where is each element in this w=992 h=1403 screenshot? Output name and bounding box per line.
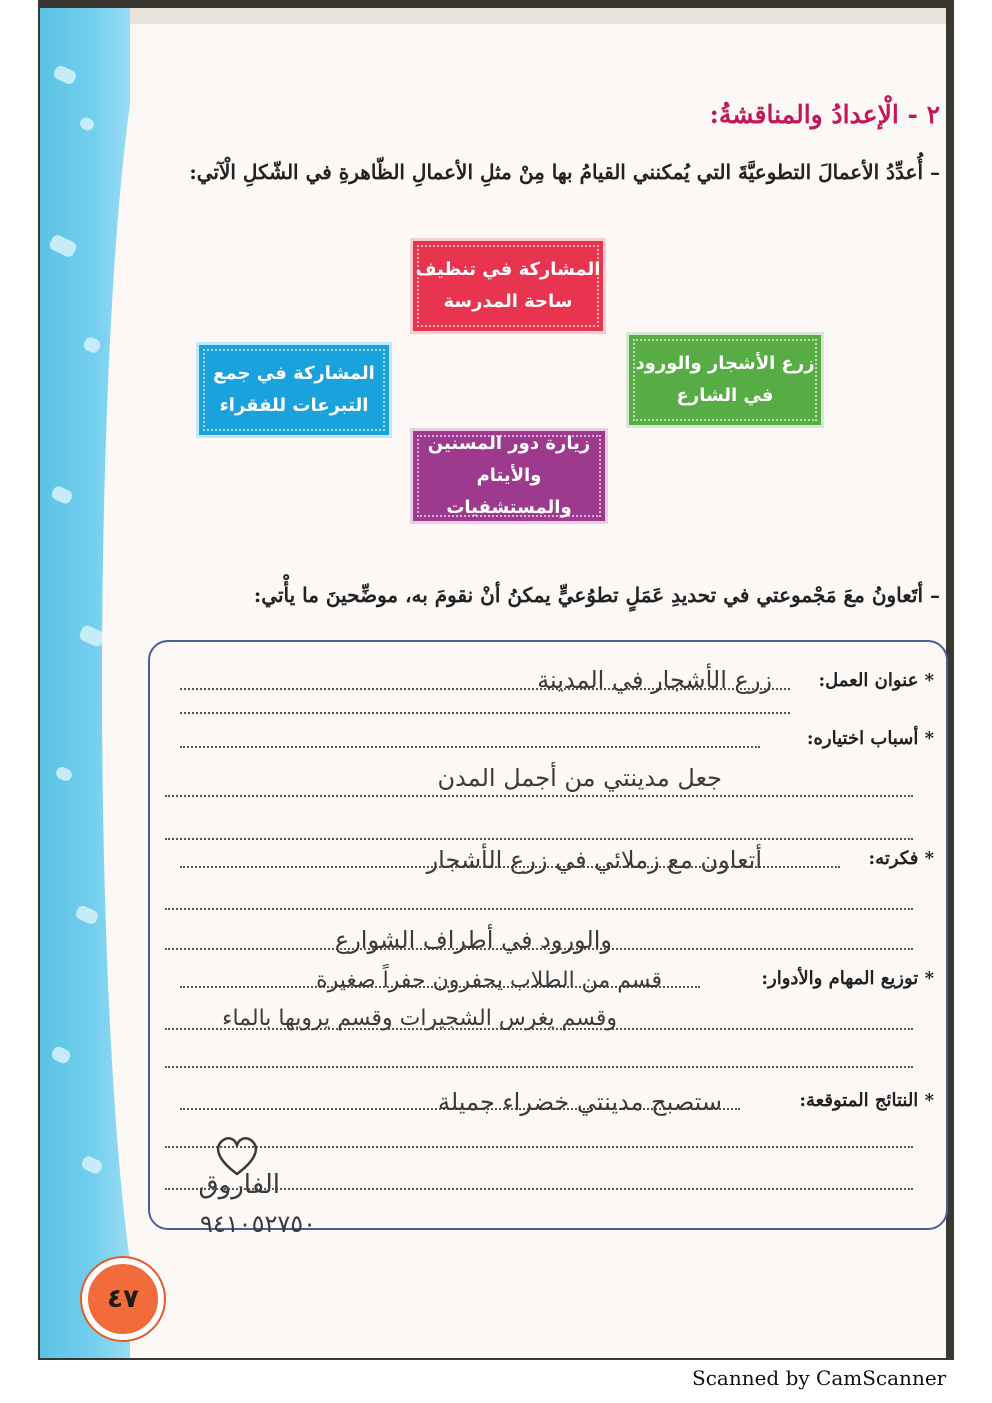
answer-line (165, 795, 913, 797)
decor-dot (80, 1154, 104, 1175)
answer-line (165, 1146, 913, 1148)
results-label: * النتائج المتوقعة: (799, 1090, 934, 1111)
decor-dot (50, 1045, 72, 1065)
decor-dot (48, 233, 78, 258)
roles-answer-line1[interactable]: قسم من الطلاب يحفرون حفراً صغيرة (316, 968, 662, 993)
instruction-list-volunteer-works: – أُعدِّدُ الأعمالَ التطوعيَّةَ التي يُمكنني القيامُ بها مِنْ مثلِ الأعمالِ الظّاهرةِ في الشّكلِ الْآتي: (189, 160, 940, 184)
card-school-cleaning: المشاركة في تنظيف ساحة المدرسة (410, 238, 606, 334)
answer-line (165, 1066, 913, 1068)
scanner-watermark: Scanned by CamScanner (692, 1366, 947, 1390)
reasons-label: * أسباب اختياره: (806, 728, 934, 749)
decor-dot (54, 765, 74, 783)
reasons-answer[interactable]: جعل مدينتي من أجمل المدن (437, 764, 722, 792)
answer-line (165, 908, 913, 910)
section-title: ٢ - الْإعدادُ والمناقشةُ: (709, 100, 940, 129)
results-answer[interactable]: ستصبح مدينتي خضراء جميلة (437, 1088, 722, 1116)
phone-number: ٩٤١٠٥٢٧٥٠ (200, 1210, 317, 1238)
idea-label: * فكرته: (868, 848, 934, 869)
answer-line (180, 712, 790, 714)
card-planting-trees: زرع الأشجار والورود في الشارع (626, 332, 824, 428)
page-number-badge: ٤٧ (82, 1258, 164, 1340)
idea-answer-line2[interactable]: والورود في أطراف الشوارع (334, 926, 612, 954)
decor-dot (52, 64, 78, 86)
decor-dot (74, 904, 100, 926)
roles-answer-line2[interactable]: وقسم يغرس الشجيرات وقسم يرويها بالماء (222, 1006, 617, 1031)
card-visiting-homes: زيارة دور المسنين والأيتام والمستشفيات (410, 428, 608, 524)
title-label: * عنوان العمل: (818, 670, 934, 691)
decor-dot (78, 116, 96, 133)
instruction-group-work: – أتَعاونُ معَ مَجْموعتي في تحديدِ عَمَلٍ تطوُعيٍّ يمكنُ أنْ نقومَ به، موضِّحينَ ما يأْتي: (253, 583, 940, 607)
answer-line (180, 746, 760, 748)
signature: الفاروق (198, 1170, 280, 1200)
card-collecting-donations: المشاركة في جمع التبرعات للفقراء (196, 342, 392, 438)
decor-dot (82, 335, 102, 354)
idea-answer-line1[interactable]: أتعاون مع زملائي في زرع الأشجار (426, 846, 762, 874)
top-edge (130, 8, 946, 24)
decor-dot (50, 484, 74, 505)
answer-line (165, 838, 913, 840)
roles-label: * توزيع المهام والأدوار: (761, 968, 934, 989)
title-answer[interactable]: زرع الأشجار في المدينة (537, 666, 772, 694)
